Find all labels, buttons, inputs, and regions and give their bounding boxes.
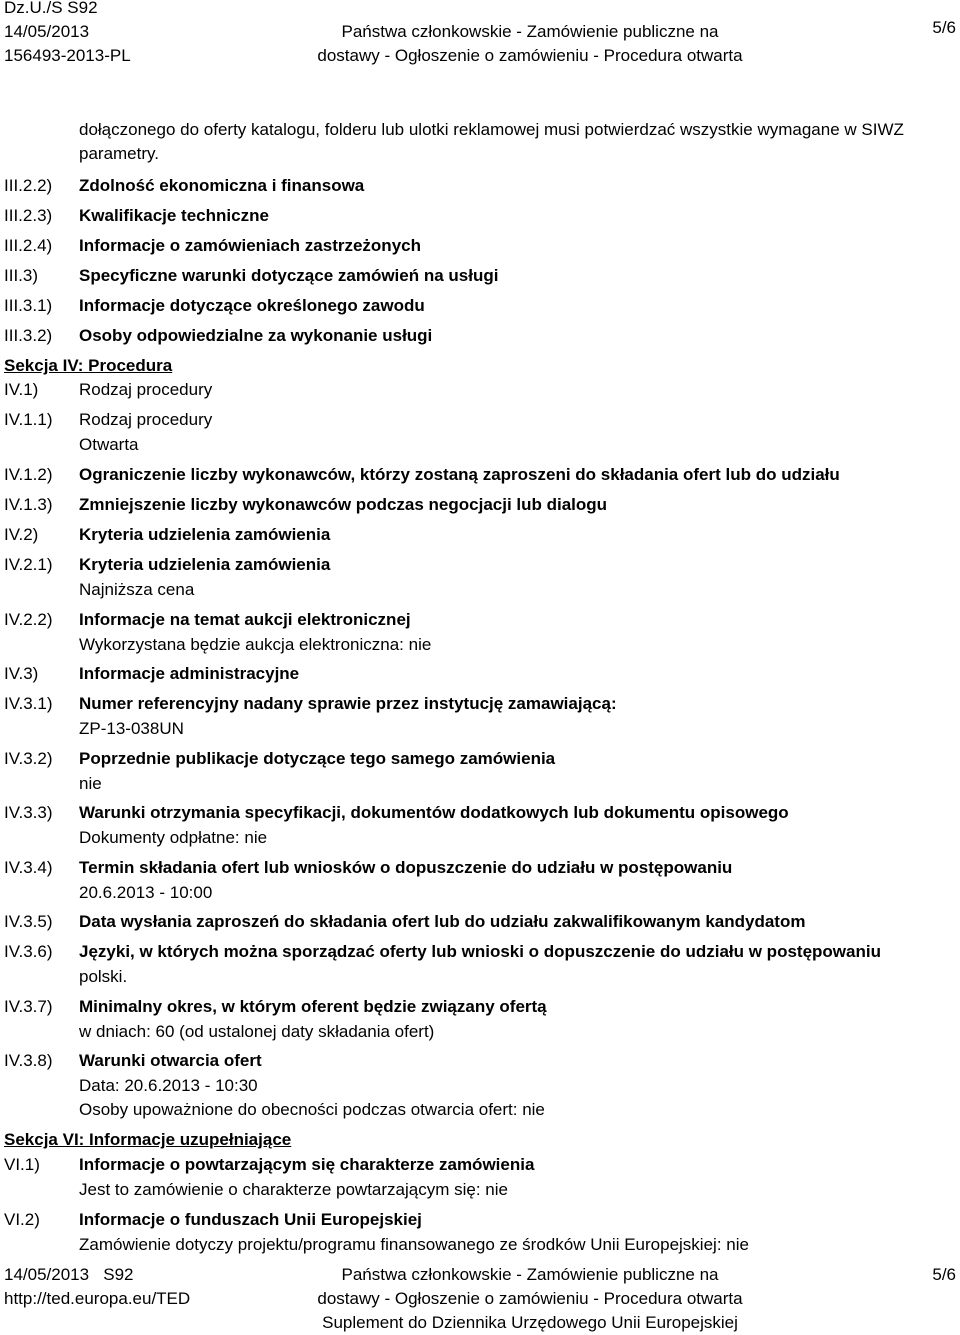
section-heading: Języki, w których można sporządzać oferty lub wnioski o dopuszczenie do udziału w postępowaniu [79, 942, 881, 961]
section-number: VI.1) [4, 1155, 40, 1174]
section-heading: Informacje o funduszach Unii Europejskiej [79, 1210, 422, 1229]
section-heading: Warunki otrzymania specyfikacji, dokumentów dodatkowych lub dokumentu opisowego [79, 803, 789, 822]
section-number: IV.3.8) [4, 1051, 53, 1070]
section-value: 20.6.2013 - 10:00 [79, 883, 213, 902]
section-number: IV.2.1) [4, 555, 53, 574]
section-number: IV.3.3) [4, 803, 53, 822]
section-heading: Kwalifikacje techniczne [79, 206, 269, 225]
footer-link[interactable]: http://ted.europa.eu/TED [4, 1289, 191, 1308]
header-date: 14/05/2013 [4, 22, 90, 41]
header-title-line-2: dostawy - Ogłoszenie o zamówieniu - Procedura otwarta [317, 46, 743, 65]
section-heading: Specyficzne warunki dotyczące zamówień na usługi [79, 266, 499, 285]
header-left [4, 0, 131, 68]
section-value: Dokumenty odpłatne: nie [79, 828, 268, 847]
section-heading: Poprzednie publikacje dotyczące tego samego zamówienia [79, 749, 556, 768]
section-value: w dniach: 60 (od ustalonej daty składania ofert) [79, 1022, 435, 1041]
section-value: Osoby upoważnione do obecności podczas otwarcia ofert: nie [79, 1100, 545, 1119]
header-journal-ref: Dz.U./S S92 [4, 0, 98, 17]
section-iv-title: Sekcja IV: Procedura [4, 356, 173, 375]
footer-title-line-2: dostawy - Ogłoszenie o zamówieniu - Procedura otwarta [317, 1289, 743, 1308]
header-doc-number: 156493-2013-PL [4, 46, 131, 65]
section-heading: Rodzaj procedury [79, 380, 213, 399]
footer-date: 14/05/2013 S92 [4, 1265, 134, 1284]
header-page-number: 5/6 [932, 18, 956, 37]
section-number: III.3.1) [4, 296, 53, 315]
section-heading: Data wysłania zaproszeń do składania ofert lub do udziału zakwalifikowanym kandydatom [79, 912, 806, 931]
section-number: VI.2) [4, 1210, 40, 1229]
section-number: IV.3.6) [4, 942, 53, 961]
section-number: III.2.2) [4, 176, 53, 195]
section-heading: Informacje o powtarzającym się charakterze zamówienia [79, 1155, 535, 1174]
section-number: IV.1) [4, 380, 39, 399]
section-number: IV.3.4) [4, 858, 53, 877]
section-value: Wykorzystana będzie aukcja elektroniczna: nie [79, 635, 432, 654]
section-value: Zamówienie dotyczy projektu/programu finansowanego ze środków Unii Europejskiej: nie [79, 1235, 749, 1254]
section-heading: Ograniczenie liczby wykonawców, którzy zostaną zaproszeni do składania ofert lub do udziału [79, 465, 840, 484]
section-vi-title: Sekcja VI: Informacje uzupełniające [4, 1130, 292, 1149]
header-center [300, 20, 760, 68]
intro-line: parametry. [79, 144, 159, 163]
footer-title-line-1: Państwa członkowskie - Zamówienie publiczne na [341, 1265, 719, 1284]
section-value: ZP-13-038UN [79, 719, 184, 738]
section-heading: Informacje na temat aukcji elektronicznej [79, 610, 411, 629]
section-number: IV.1.1) [4, 410, 53, 429]
section-number: IV.3.1) [4, 694, 53, 713]
section-value: polski. [79, 967, 128, 986]
section-number: IV.2.2) [4, 610, 53, 629]
section-value: Data: 20.6.2013 - 10:30 [79, 1076, 258, 1095]
section-heading: Minimalny okres, w którym oferent będzie związany ofertą [79, 997, 547, 1016]
section-number: IV.1.3) [4, 495, 53, 514]
section-number: III.2.4) [4, 236, 53, 255]
section-number: IV.3.2) [4, 749, 53, 768]
section-heading: Informacje o zamówieniach zastrzeżonych [79, 236, 421, 255]
footer-supplement: Suplement do Dziennika Urzędowego Unii Europejskiej [322, 1313, 738, 1332]
section-number: III.3.2) [4, 326, 53, 345]
section-heading: Warunki otwarcia ofert [79, 1051, 262, 1070]
section-heading: Zdolność ekonomiczna i finansowa [79, 176, 365, 195]
section-heading: Rodzaj procedury [79, 410, 213, 429]
section-heading: Kryteria udzielenia zamówienia [79, 525, 331, 544]
section-heading: Termin składania ofert lub wniosków o dopuszczenie do udziału w postępowaniu [79, 858, 733, 877]
section-heading: Kryteria udzielenia zamówienia [79, 555, 331, 574]
section-number: III.3) [4, 266, 39, 285]
section-number: IV.3.7) [4, 997, 53, 1016]
section-number: IV.1.2) [4, 465, 53, 484]
section-number: IV.3.5) [4, 912, 53, 931]
section-value: nie [79, 774, 102, 793]
header-title-line-1: Państwa członkowskie - Zamówienie publiczne na [341, 22, 719, 41]
section-heading: Osoby odpowiedzialne za wykonanie usługi [79, 326, 433, 345]
footer-center [300, 1263, 760, 1335]
section-heading: Zmniejszenie liczby wykonawców podczas negocjacji lub dialogu [79, 495, 608, 514]
section-heading: Informacje dotyczące określonego zawodu [79, 296, 425, 315]
section-number: IV.2) [4, 525, 39, 544]
section-value: Otwarta [79, 435, 139, 454]
section-heading: Informacje administracyjne [79, 664, 300, 683]
section-heading: Numer referencyjny nadany sprawie przez instytucję zamawiającą: [79, 694, 617, 713]
footer-left [4, 1263, 190, 1311]
section-number: IV.3) [4, 664, 39, 683]
footer-page-number: 5/6 [932, 1265, 956, 1284]
section-value: Jest to zamówienie o charakterze powtarzającym się: nie [79, 1180, 508, 1199]
section-number: III.2.3) [4, 206, 53, 225]
section-value: Najniższa cena [79, 580, 195, 599]
intro-line: dołączonego do oferty katalogu, folderu lub ulotki reklamowej musi potwierdzać wszystkie wymagane w SIWZ [79, 120, 904, 139]
